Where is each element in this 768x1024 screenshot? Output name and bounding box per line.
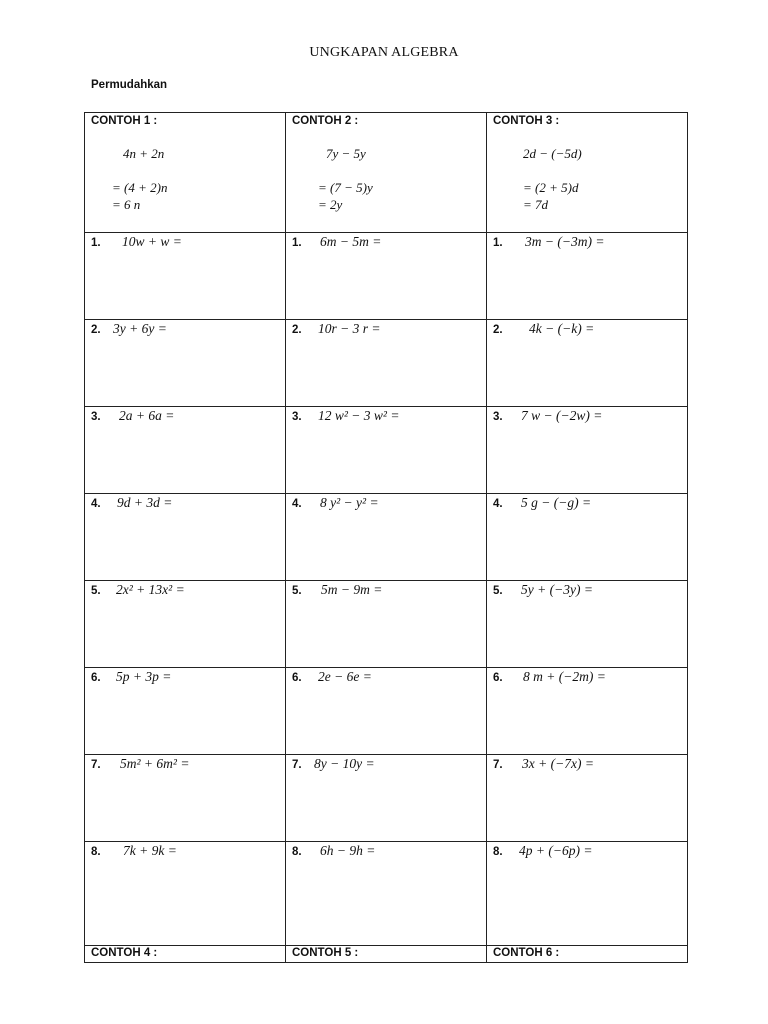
question-number: 8.: [493, 846, 503, 858]
example-step: = (7 − 5)y: [318, 180, 373, 195]
question-expression: 3m − (−3m) =: [525, 234, 605, 249]
question-row-2: [85, 320, 688, 407]
question-row-3: [85, 407, 688, 494]
answer-box[interactable]: [286, 233, 487, 320]
question-number: 7.: [493, 759, 503, 771]
question-number: 6.: [292, 672, 302, 684]
question-number: 4.: [91, 498, 101, 510]
question-expression: 6m − 5m =: [320, 234, 382, 249]
question-expression: 5 g − (−g) =: [521, 495, 592, 510]
answer-box[interactable]: [487, 668, 688, 755]
question-number: 8.: [91, 846, 101, 858]
question-expression: 9d + 3d =: [117, 495, 173, 510]
answer-box[interactable]: [286, 320, 487, 407]
answer-box[interactable]: [286, 755, 487, 842]
answer-box[interactable]: [487, 755, 688, 842]
answer-box[interactable]: [487, 494, 688, 581]
question-number: 3.: [493, 411, 503, 423]
question-expression: 7k + 9k =: [123, 843, 177, 858]
question-expression: 2x² + 13x² =: [116, 582, 185, 597]
question-number: 1.: [91, 237, 101, 249]
example-step: = (4 + 2)n: [112, 180, 168, 195]
question-row-7: [85, 755, 688, 842]
question-expression: 12 w² − 3 w² =: [318, 408, 400, 423]
examples-row: [85, 113, 688, 233]
question-expression: 2a + 6a =: [119, 408, 175, 423]
question-expression: 7 w − (−2w) =: [521, 408, 603, 423]
example-cell-5: [286, 946, 487, 963]
question-row-4: [85, 494, 688, 581]
question-number: 7.: [91, 759, 101, 771]
question-row-5: [85, 581, 688, 668]
example-expression: 7y − 5y: [326, 146, 366, 161]
answer-box[interactable]: [487, 842, 688, 946]
answer-box[interactable]: [487, 320, 688, 407]
examples-footer-row: [85, 946, 688, 963]
question-number: 2.: [91, 324, 101, 336]
question-number: 8.: [292, 846, 302, 858]
question-number: 4.: [292, 498, 302, 510]
example-label: CONTOH 5 :: [292, 947, 359, 959]
question-expression: 4p + (−6p) =: [519, 843, 593, 858]
answer-box[interactable]: [85, 668, 286, 755]
example-answer: = 7d: [523, 197, 549, 212]
page-title: UNGKAPAN ALGEBRA: [309, 45, 459, 60]
answer-box[interactable]: [487, 233, 688, 320]
question-number: 3.: [91, 411, 101, 423]
question-number: 2.: [493, 324, 503, 336]
question-expression: 5m² + 6m² =: [120, 756, 190, 771]
answer-box[interactable]: [487, 581, 688, 668]
answer-box[interactable]: [286, 494, 487, 581]
answer-box[interactable]: [286, 668, 487, 755]
question-number: 6.: [493, 672, 503, 684]
question-row-6: [85, 668, 688, 755]
instruction-heading: Permudahkan: [91, 79, 168, 91]
example-answer: = 6 n: [112, 197, 141, 212]
question-row-1: [85, 233, 688, 320]
example-step: = (2 + 5)d: [523, 180, 579, 195]
example-answer: = 2y: [318, 197, 343, 212]
answer-box[interactable]: [487, 407, 688, 494]
example-label: CONTOH 1 :: [91, 115, 158, 127]
answer-box[interactable]: [85, 581, 286, 668]
question-expression: 6h − 9h =: [320, 843, 376, 858]
example-cell-1: [85, 113, 286, 233]
example-cell-3: [487, 113, 688, 233]
example-expression: 2d − (−5d): [523, 146, 582, 161]
answer-box[interactable]: [85, 755, 286, 842]
example-expression: 4n + 2n: [123, 146, 165, 161]
example-cell-4: [85, 946, 286, 963]
question-number: 5.: [493, 585, 503, 597]
question-number: 5.: [91, 585, 101, 597]
question-expression: 10w + w =: [122, 234, 182, 249]
example-label: CONTOH 3 :: [493, 115, 560, 127]
question-number: 4.: [493, 498, 503, 510]
example-label: CONTOH 4 :: [91, 947, 158, 959]
question-number: 6.: [91, 672, 101, 684]
question-expression: 5m − 9m =: [321, 582, 383, 597]
question-expression: 8y − 10y =: [314, 756, 375, 771]
answer-box[interactable]: [85, 233, 286, 320]
answer-box[interactable]: [85, 320, 286, 407]
question-expression: 5p + 3p =: [116, 669, 172, 684]
example-label: CONTOH 6 :: [493, 947, 560, 959]
question-expression: 10r − 3 r =: [318, 321, 381, 336]
answer-box[interactable]: [85, 842, 286, 946]
answer-box[interactable]: [286, 407, 487, 494]
answer-box[interactable]: [286, 842, 487, 946]
question-expression: 3y + 6y =: [113, 321, 167, 336]
question-number: 1.: [292, 237, 302, 249]
question-number: 1.: [493, 237, 503, 249]
answer-box[interactable]: [286, 581, 487, 668]
question-expression: 8 y² − y² =: [320, 495, 379, 510]
answer-box[interactable]: [85, 494, 286, 581]
question-expression: 5y + (−3y) =: [521, 582, 593, 597]
worksheet-table: [84, 112, 688, 963]
question-number: 2.: [292, 324, 302, 336]
example-cell-2: [286, 113, 487, 233]
question-number: 3.: [292, 411, 302, 423]
question-number: 5.: [292, 585, 302, 597]
question-expression: 8 m + (−2m) =: [523, 669, 606, 684]
question-row-8: [85, 842, 688, 946]
question-number: 7.: [292, 759, 302, 771]
question-expression: 4k − (−k) =: [529, 321, 595, 336]
example-cell-6: [487, 946, 688, 963]
question-expression: 3x + (−7x) =: [522, 756, 594, 771]
answer-box[interactable]: [85, 407, 286, 494]
question-expression: 2e − 6e =: [318, 669, 372, 684]
example-label: CONTOH 2 :: [292, 115, 359, 127]
